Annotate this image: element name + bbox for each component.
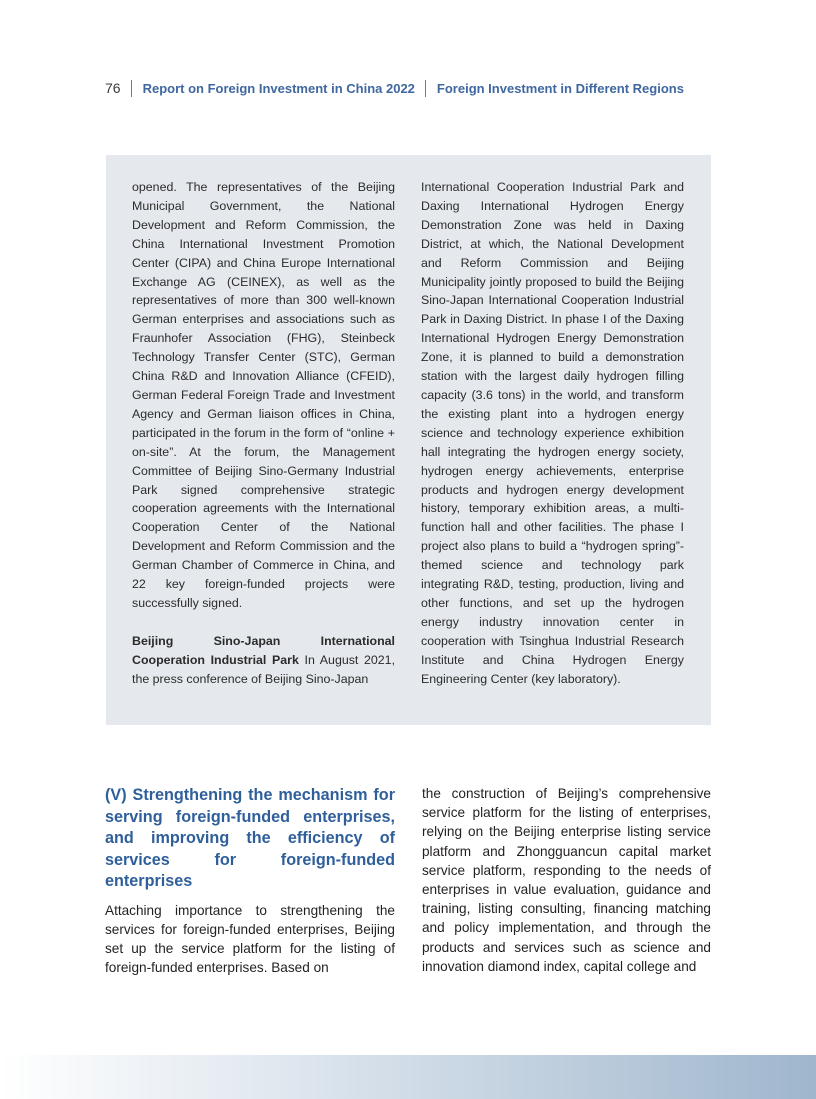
box-paragraph: International Cooperation Industrial Park and Daxing International Hydrogen Energy Demonstration Zone was held in Daxing District, at which, the National Development and Reform Commission and Beijing Municipality jointly proposed to build the Beijing Sino-Japan International Cooperation Industrial Park in Daxing District. In phase I of the Daxing International Hydrogen Energy Demonstration Zone, it is planned to build a demonstration station with the largest daily hydrogen filling capacity (3.6 tons) in the world, and transform the existing plant into a hydrogen energy science and technology experience exhibition hall integrating the hydrogen energy society, hydrogen energy achievements, enterprise products and hydrogen energy development history, temporary exhibition areas, a multi-function hall and other facilities. The phase I project also plans to build a “hydrogen spring”-themed science and technology park integrating R&D, testing, production, living and other functions, and set up the hydrogen energy industry innovation center in cooperation with Tsinghua Industrial Research Institute and China Hydrogen Energy Engineering Center (key laboratory). bbox=[421, 180, 684, 686]
body-right-column bbox=[422, 784, 711, 976]
section-heading: (V) Strengthening the mechanism for serving foreign-funded enterprises, and improving the efficiency of services for foreign-funded enterprises bbox=[105, 786, 395, 890]
footer-gradient-band bbox=[0, 1055, 816, 1099]
book-title: Report on Foreign Investment in China 2022 bbox=[142, 80, 415, 96]
body-paragraph: Attaching importance to strengthening the services for foreign-funded enterprises, Beijing set up the service platform for the listing of foreign-funded enterprises. Based on bbox=[105, 902, 395, 976]
body-paragraph: the construction of Beijing’s comprehensive service platform for the listing of enterprises, relying on the Beijing enterprise listing service platform and Zhongguancun capital market service platform, responding to the needs of enterprises in value evaluation, guidance and training, listing consulting, financing matching and policy implementation, and through the products and services such as science and innovation diamond index, capital college and bbox=[422, 786, 711, 974]
page-header bbox=[105, 78, 684, 98]
highlight-box bbox=[106, 155, 711, 725]
page-number: 76 bbox=[105, 80, 121, 96]
chapter-title: Foreign Investment in Different Regions bbox=[436, 80, 684, 96]
header-divider bbox=[131, 80, 132, 97]
body-left-column bbox=[105, 785, 395, 977]
box-right-column bbox=[421, 178, 684, 688]
park-title: Beijing Sino-Japan International Cooperation Industrial Park bbox=[132, 633, 395, 667]
park-intro: In August 2021, the press conference of Beijing Sino-Japan bbox=[132, 652, 396, 686]
header-divider bbox=[425, 80, 426, 97]
box-paragraph: opened. The representatives of the Beijing Municipal Government, the National Development and Reform Commission, the China International Investment Promotion Center (CIPA) and China Europe International Exchange AG (CEINEX), as well as the representatives of more than 300 well-known German enterprises and associations such as Fraunhofer Association (FHG), Steinbeck Technology Transfer Center (STC), German China R&D and Innovation Alliance (CFEID), German Federal Foreign Trade and Investment Agency and German liaison offices in China, participated in the forum in the form of “online + on-site”. At the forum, the Management Committee of Beijing Sino-Germany Industrial Park signed comprehensive strategic cooperation agreements with the International Cooperation Center of the National Development and Reform Commission and the German Chamber of Commerce in China, and 22 key foreign-funded projects were successfully signed. bbox=[132, 180, 395, 610]
box-left-column bbox=[132, 178, 395, 689]
box-paragraph bbox=[132, 632, 395, 689]
